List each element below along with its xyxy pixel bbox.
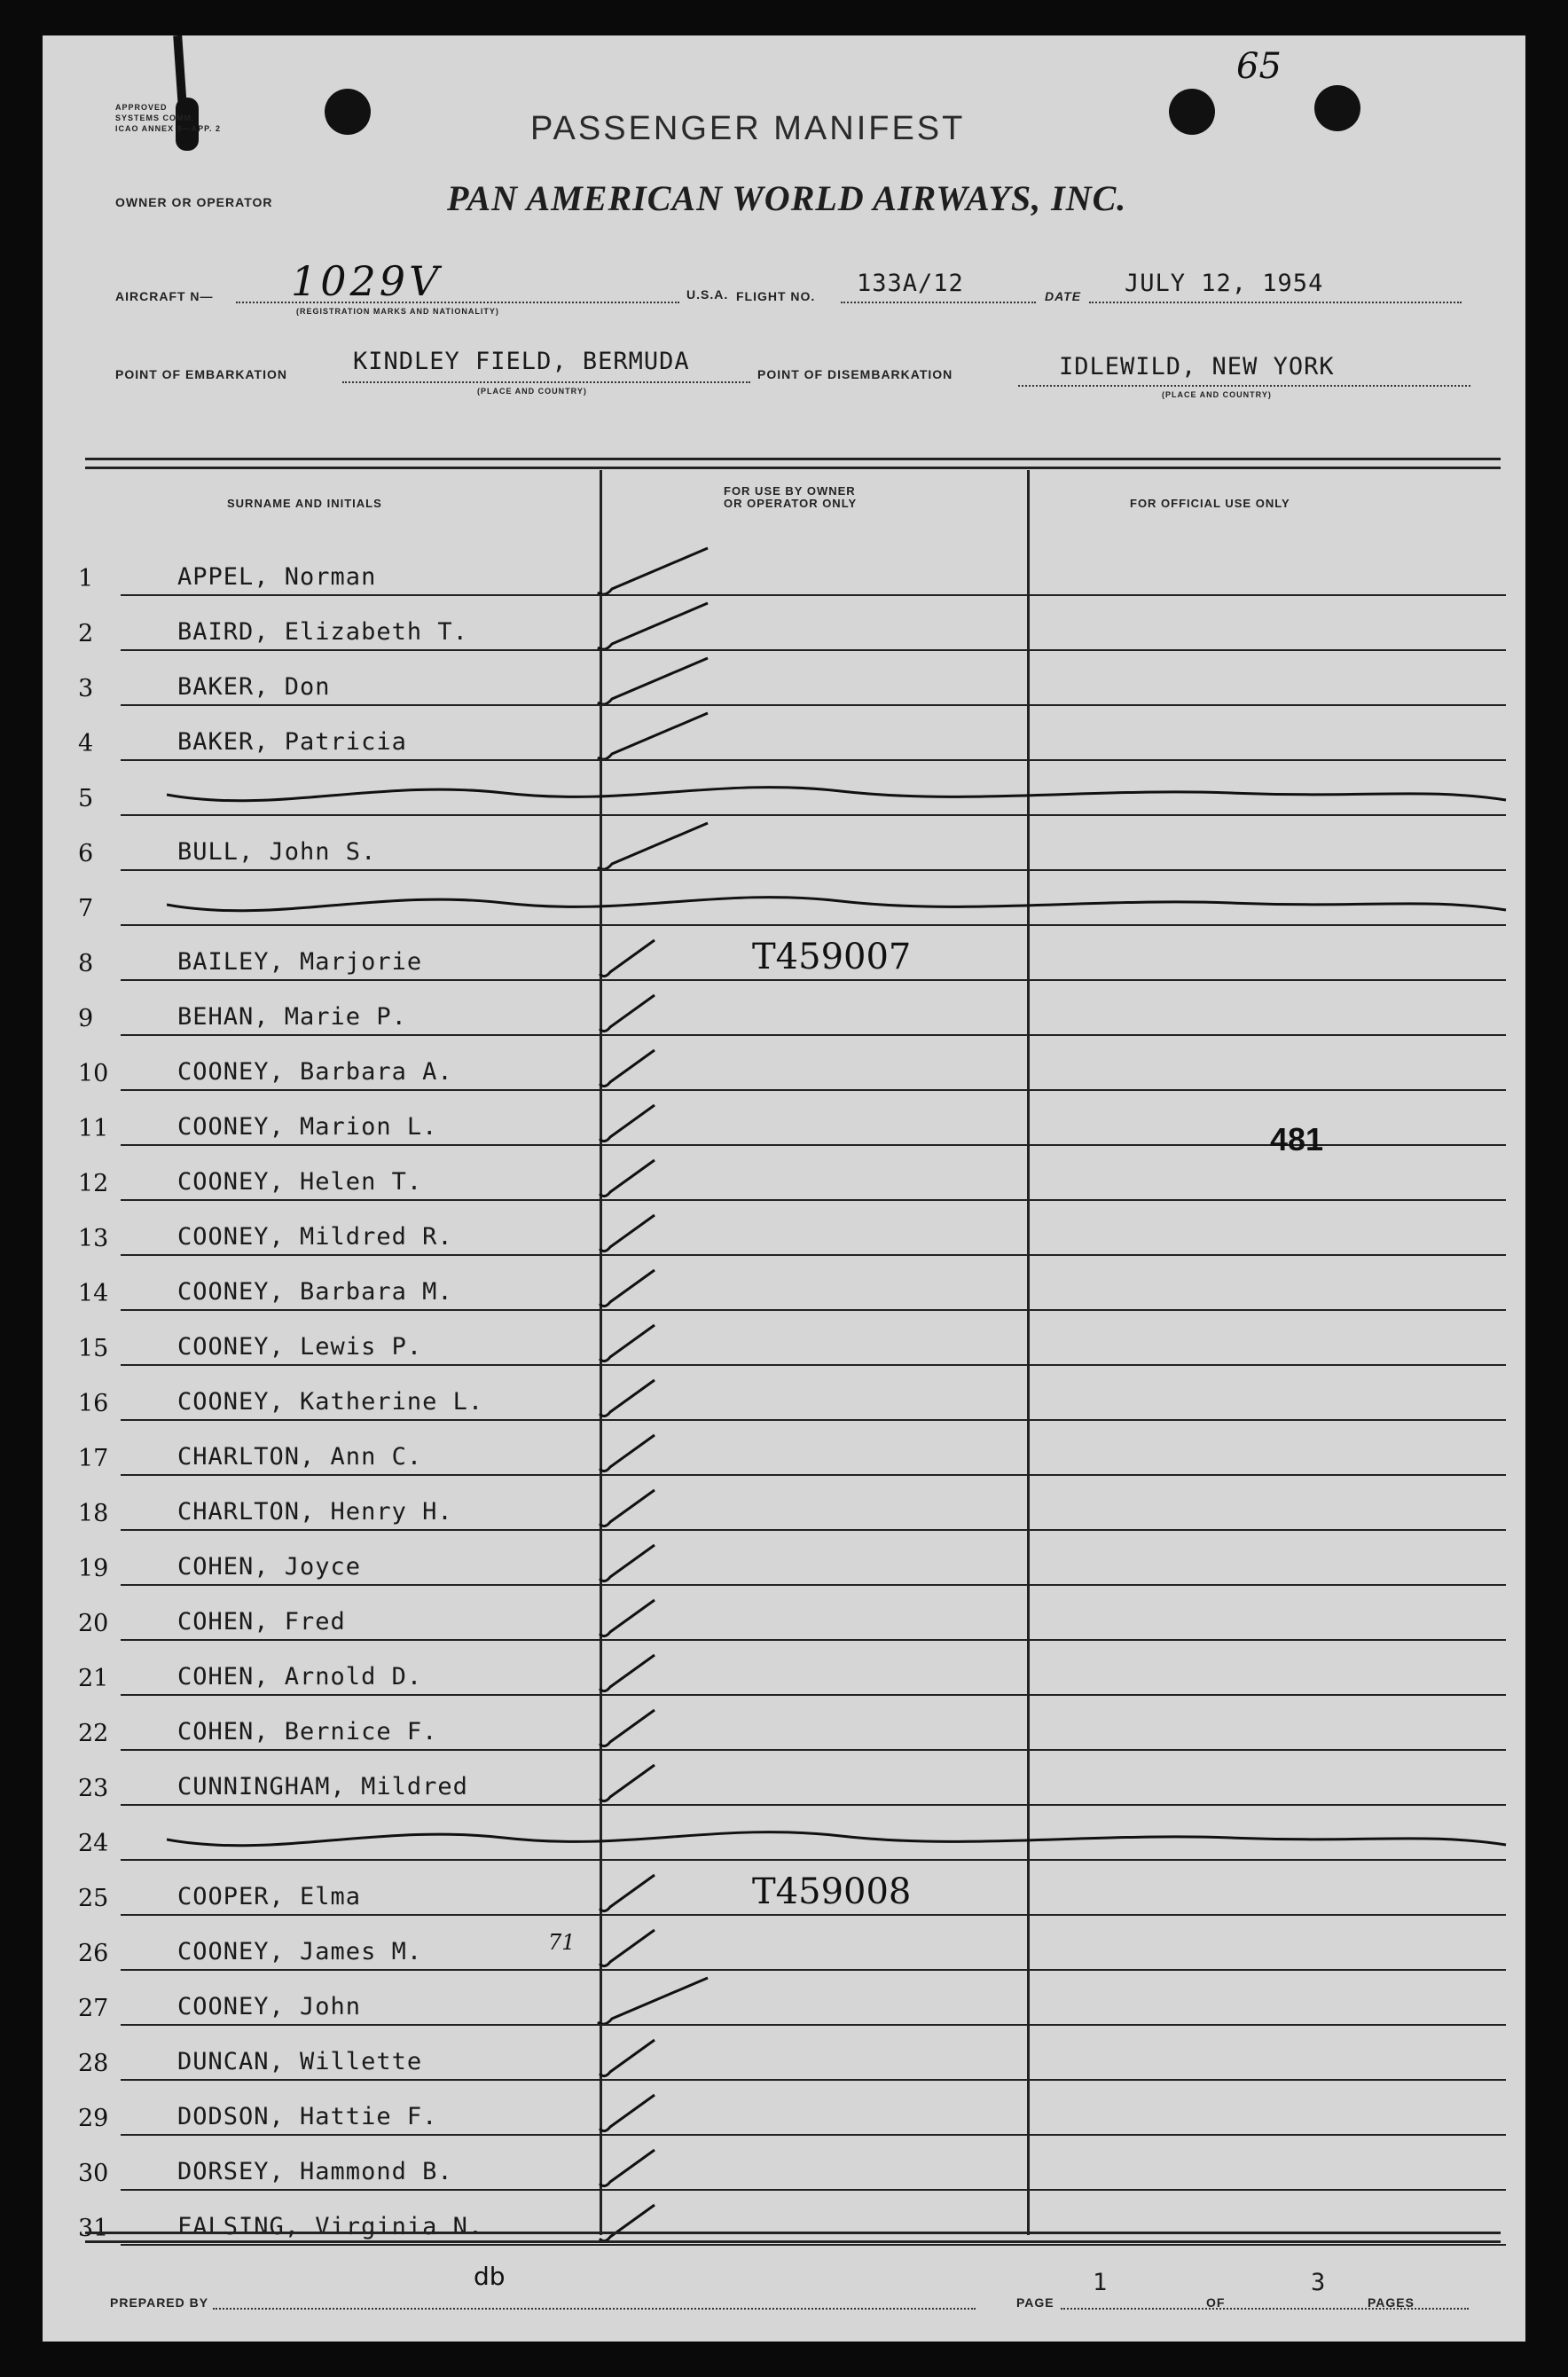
table-row — [78, 1476, 1506, 1531]
column-header-surname: SURNAME AND INITIALS — [227, 497, 382, 510]
operator-name: PAN AMERICAN WORLD AIRWAYS, INC. — [447, 178, 1127, 218]
manifest-sheet — [43, 35, 1525, 2342]
passenger-name: COONEY, James M. — [177, 1938, 423, 1965]
table-row — [78, 816, 1506, 871]
approval-line-3: ICAO ANNEX 9—APP. 2 — [115, 124, 222, 133]
column-header-owner-1: FOR USE BY OWNER — [724, 484, 856, 498]
table-row — [78, 2136, 1506, 2191]
table-row — [78, 1531, 1506, 1586]
passenger-name: COOPER, Elma — [177, 1883, 362, 1910]
passenger-name: CHARLTON, Henry H. — [177, 1498, 453, 1526]
pages-label: PAGES — [1368, 2295, 1415, 2310]
flight-value: 133A/12 — [857, 270, 964, 297]
table-row — [78, 541, 1506, 596]
table-row — [78, 1696, 1506, 1751]
table-row — [78, 1751, 1506, 1806]
passenger-name: CHARLTON, Ann C. — [177, 1443, 423, 1471]
date-label: DATE — [1045, 289, 1082, 303]
aircraft-field-line — [236, 302, 679, 303]
punch-hole-right-b — [1314, 85, 1360, 131]
page-number: 1 — [1093, 2269, 1109, 2296]
row-rule — [121, 2244, 1506, 2246]
passenger-name: BAKER, Don — [177, 673, 331, 701]
embark-label: POINT OF EMBARKATION — [115, 367, 287, 381]
row-number: 17 — [78, 1445, 109, 1472]
row-number: 27 — [78, 1995, 109, 2022]
row-number: 1 — [78, 565, 94, 592]
row-number: 24 — [78, 1830, 109, 1857]
punch-hole-right-a — [1169, 89, 1215, 135]
page-label: PAGE — [1016, 2295, 1054, 2310]
passenger-name: COHEN, Bernice F. — [177, 1718, 438, 1745]
row-number: 26 — [78, 1940, 109, 1967]
passenger-name: BAIRD, Elizabeth T. — [177, 618, 468, 646]
passenger-name: COONEY, Katherine L. — [177, 1388, 484, 1416]
row-number: 31 — [78, 2215, 109, 2242]
table-row — [78, 1806, 1506, 1861]
approval-line-1: APPROVED — [115, 103, 168, 112]
row-number: 5 — [78, 785, 94, 812]
passenger-name: CUNNINGHAM, Mildred — [177, 1773, 468, 1800]
passenger-name: COONEY, Barbara A. — [177, 1058, 453, 1086]
aircraft-value: 1029V — [291, 257, 443, 305]
passenger-name: COONEY, John — [177, 1993, 362, 2020]
page-total: 3 — [1311, 2269, 1327, 2296]
passenger-name: BAKER, Patricia — [177, 728, 407, 756]
passenger-name: COHEN, Arnold D. — [177, 1663, 423, 1691]
page-field-line — [1061, 2308, 1469, 2310]
row-number: 28 — [78, 2050, 109, 2077]
punch-hole-left — [325, 89, 371, 135]
strike-through-scribble — [167, 1806, 1515, 1861]
table-row — [78, 2026, 1506, 2081]
table-row — [78, 1256, 1506, 1311]
embark-sub: (PLACE AND COUNTRY) — [477, 387, 587, 396]
table-row — [78, 1586, 1506, 1641]
row-number: 18 — [78, 1500, 109, 1527]
table-row — [78, 1311, 1506, 1366]
flight-label: FLIGHT NO. — [736, 289, 816, 303]
passenger-name: FALSING, Virginia N. — [177, 2213, 484, 2240]
row-number: 2 — [78, 620, 94, 647]
row-number: 29 — [78, 2105, 109, 2132]
ticket-number-note: T459007 — [752, 937, 912, 977]
prepared-by-label: PREPARED BY — [110, 2295, 209, 2310]
row-number: 12 — [78, 1170, 109, 1197]
disembark-field-line — [1018, 385, 1470, 387]
table-row — [78, 2081, 1506, 2136]
table-top-rule — [85, 458, 1501, 469]
date-field-line — [1089, 302, 1462, 303]
passenger-name: COHEN, Fred — [177, 1608, 346, 1636]
aircraft-sub: (REGISTRATION MARKS AND NATIONALITY) — [296, 307, 499, 316]
row-number: 7 — [78, 895, 94, 922]
table-row — [78, 1861, 1506, 1916]
ticket-number-note: T459008 — [752, 1871, 912, 1912]
row-number: 3 — [78, 675, 94, 702]
row-number: 14 — [78, 1280, 109, 1307]
row-number: 25 — [78, 1885, 109, 1912]
date-value: JULY 12, 1954 — [1125, 270, 1324, 297]
row-number: 21 — [78, 1665, 109, 1692]
flight-field-line — [841, 302, 1036, 303]
row-number: 22 — [78, 1720, 109, 1747]
prepared-by-field-line — [213, 2308, 976, 2310]
owner-label: OWNER OR OPERATOR — [115, 195, 273, 209]
country-label: U.S.A. — [686, 287, 729, 302]
margin-note: 71 — [548, 1930, 576, 1955]
strike-through-scribble — [167, 871, 1515, 926]
approval-line-2: SYSTEMS COMM. — [115, 114, 195, 122]
column-header-official: FOR OFFICIAL USE ONLY — [1130, 497, 1290, 510]
passenger-name: APPEL, Norman — [177, 563, 377, 591]
row-number: 8 — [78, 950, 94, 977]
row-number: 6 — [78, 840, 94, 867]
table-row — [78, 926, 1506, 981]
disembark-value: IDLEWILD, NEW YORK — [1059, 353, 1335, 380]
passenger-name: BAILEY, Marjorie — [177, 948, 423, 976]
row-number: 4 — [78, 730, 94, 757]
column-header-owner-2: OR OPERATOR ONLY — [724, 497, 858, 510]
passenger-name: COONEY, Helen T. — [177, 1168, 423, 1196]
embark-value: KINDLEY FIELD, BERMUDA — [353, 348, 690, 375]
strike-through-scribble — [167, 761, 1515, 816]
row-number: 15 — [78, 1335, 109, 1362]
table-row — [78, 1201, 1506, 1256]
passenger-name: BULL, John S. — [177, 838, 377, 866]
aircraft-label: AIRCRAFT N— — [115, 289, 214, 303]
passenger-name: COHEN, Joyce — [177, 1553, 362, 1581]
official-use-number: 481 — [1270, 1121, 1324, 1157]
of-label: OF — [1206, 2295, 1226, 2310]
passenger-name: COONEY, Mildred R. — [177, 1223, 453, 1251]
row-number: 13 — [78, 1225, 109, 1252]
passenger-name: DUNCAN, Willette — [177, 2048, 423, 2075]
embark-field-line — [342, 381, 750, 383]
disembark-label: POINT OF DISEMBARKATION — [757, 367, 953, 381]
table-row — [78, 1421, 1506, 1476]
row-number: 19 — [78, 1555, 109, 1582]
corner-mark: 65 — [1236, 46, 1282, 87]
passenger-name: COONEY, Barbara M. — [177, 1278, 453, 1306]
prepared-by-value: db — [474, 2262, 506, 2291]
passenger-name: DODSON, Hattie F. — [177, 2103, 438, 2130]
binding-mark — [173, 35, 187, 106]
table-row — [78, 706, 1506, 761]
table-row — [78, 651, 1506, 706]
table-row — [78, 1971, 1506, 2026]
passenger-name: DORSEY, Hammond B. — [177, 2158, 453, 2185]
row-number: 30 — [78, 2160, 109, 2187]
passenger-name: BEHAN, Marie P. — [177, 1003, 407, 1031]
table-row — [78, 1916, 1506, 1971]
table-row — [78, 1366, 1506, 1421]
row-number: 11 — [78, 1115, 109, 1142]
passenger-name: COONEY, Lewis P. — [177, 1333, 423, 1361]
table-row — [78, 596, 1506, 651]
row-number: 16 — [78, 1390, 109, 1417]
table-row — [78, 761, 1506, 816]
row-number: 23 — [78, 1775, 109, 1802]
row-number: 10 — [78, 1060, 109, 1087]
table-row — [78, 871, 1506, 926]
passenger-name: COONEY, Marion L. — [177, 1113, 438, 1141]
table-bottom-rule — [85, 2232, 1501, 2243]
disembark-sub: (PLACE AND COUNTRY) — [1162, 390, 1272, 399]
row-number: 9 — [78, 1005, 94, 1032]
row-number: 20 — [78, 1610, 109, 1637]
page-title: PASSENGER MANIFEST — [530, 110, 966, 147]
table-row — [78, 1036, 1506, 1091]
table-row — [78, 981, 1506, 1036]
table-row — [78, 1641, 1506, 1696]
